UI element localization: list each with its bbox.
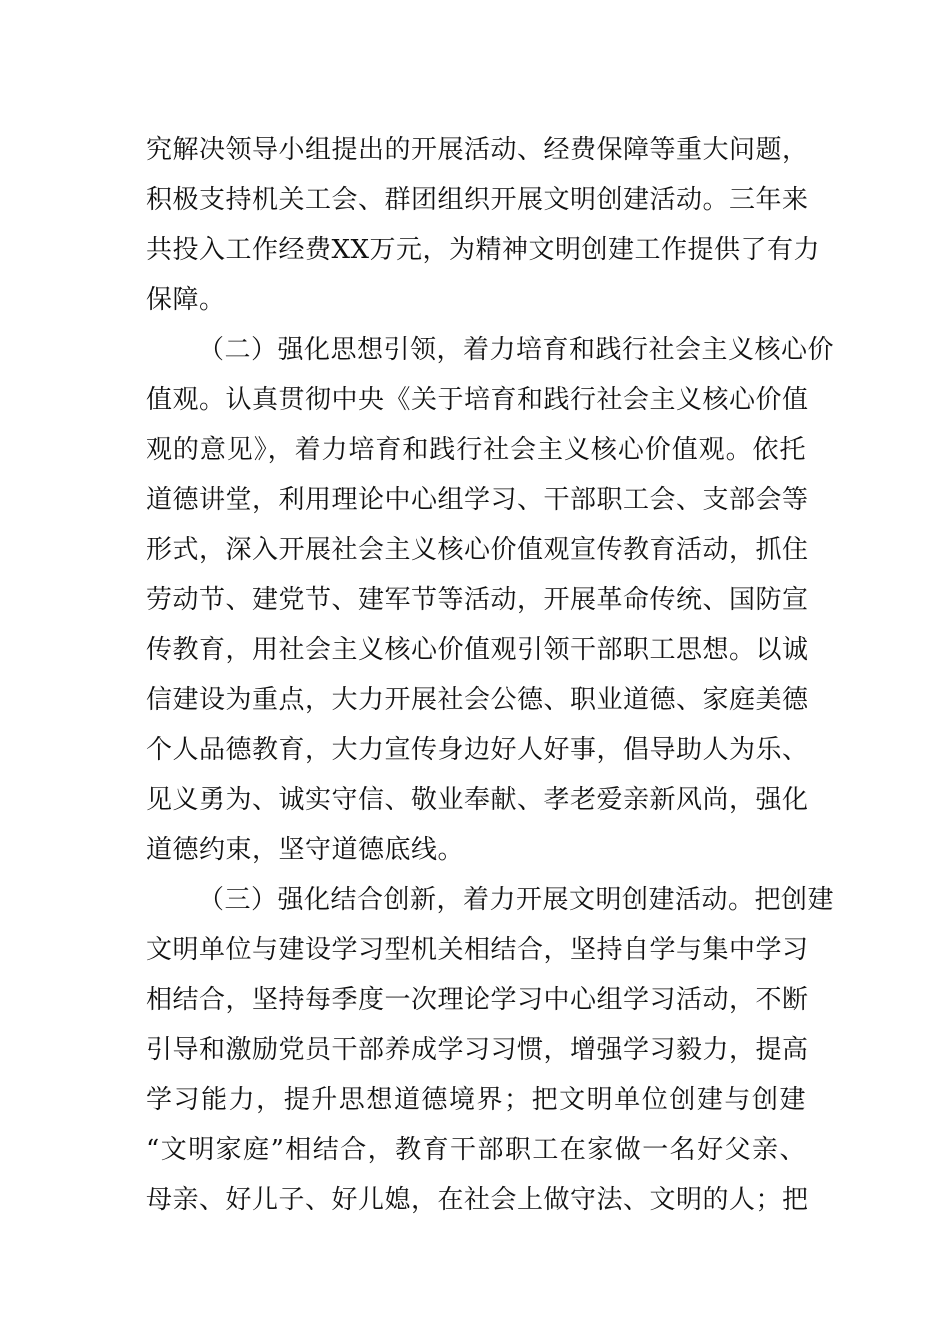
text-line: 母亲、好儿子、好儿媳，在社会上做守法、文明的人；把 — [146, 1185, 809, 1215]
text-line: 共投入工作经费XX万元，为精神文明创建工作提供了有力 — [146, 235, 821, 265]
text-line: 信建设为重点，大力开展社会公德、职业道德、家庭美德 — [146, 685, 809, 715]
paragraph-heading-3: （三）强化结合创新，着力开展文明创建活动。把创建 — [198, 885, 835, 915]
text-line: 值观。认真贯彻中央《关于培育和践行社会主义核心价值 — [146, 385, 809, 415]
paragraph-heading-2: （二）强化思想引领，着力培育和践行社会主义核心价 — [198, 335, 835, 365]
text-line: 观的意见》，着力培育和践行社会主义核心价值观。依托 — [146, 435, 806, 465]
text-line: 见义勇为、诚实守信、敬业奉献、孝老爱亲新风尚，强化 — [146, 785, 809, 815]
text-line: “文明家庭”相结合，教育干部职工在家做一名好父亲、 — [146, 1135, 806, 1165]
text-line: 文明单位与建设学习型机关相结合，坚持自学与集中学习 — [146, 935, 809, 965]
text-line: 相结合，坚持每季度一次理论学习中心组学习活动，不断 — [146, 985, 809, 1015]
text-line: 保障。 — [146, 285, 226, 315]
text-line: 积极支持机关工会、群团组织开展文明创建活动。三年来 — [146, 185, 809, 215]
text-line: 个人品德教育，大力宣传身边好人好事，倡导助人为乐、 — [146, 735, 809, 765]
text-line: 究解决领导小组提出的开展活动、经费保障等重大问题， — [146, 135, 809, 165]
text-line: 传教育，用社会主义核心价值观引领干部职工思想。以诚 — [146, 635, 809, 665]
text-line: 形式，深入开展社会主义核心价值观宣传教育活动，抓住 — [146, 535, 809, 565]
text-line: 道德讲堂，利用理论中心组学习、干部职工会、支部会等 — [146, 485, 809, 515]
text-line: 道德约束，坚守道德底线。 — [146, 835, 465, 865]
text-line: 引导和激励党员干部养成学习习惯，增强学习毅力，提高 — [146, 1035, 809, 1065]
text-line: 学习能力，提升思想道德境界；把文明单位创建与创建 — [146, 1085, 806, 1115]
text-line: 劳动节、建党节、建军节等活动，开展革命传统、国防宣 — [146, 585, 809, 615]
